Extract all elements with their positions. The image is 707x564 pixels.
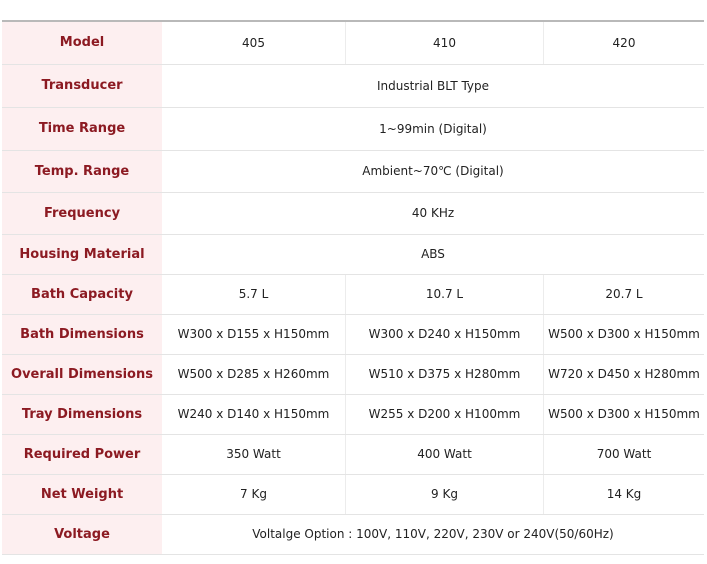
row-voltage: [2, 514, 704, 554]
row-label-net-weight: Net Weight: [2, 474, 162, 514]
tray-dimensions-420: W500 x D300 x H150mm: [544, 394, 705, 434]
model-410-cell: 410: [346, 21, 544, 64]
bath-capacity-420: 20.7 L: [544, 274, 705, 314]
bath-dimensions-405: W300 x D155 x H150mm: [162, 314, 346, 354]
row-label-time-range: Time Range: [2, 107, 162, 150]
row-time-range: [2, 107, 704, 150]
row-temp-range: [2, 150, 704, 192]
row-label-voltage: Voltage: [2, 514, 162, 554]
row-label-required-power: Required Power: [2, 434, 162, 474]
row-housing-material: [2, 234, 704, 274]
row-label-overall-dimensions: Overall Dimensions: [2, 354, 162, 394]
spec-table: [2, 20, 704, 555]
row-bath-dimensions: [2, 314, 704, 354]
voltage-value: Voltalge Option : 100V, 110V, 220V, 230V or 240V(50/60Hz): [162, 514, 704, 554]
tray-dimensions-410: W255 x D200 x H100mm: [346, 394, 544, 434]
net-weight-420: 14 Kg: [544, 474, 705, 514]
net-weight-405: 7 Kg: [162, 474, 346, 514]
row-bath-capacity: [2, 274, 704, 314]
row-transducer: [2, 64, 704, 107]
housing-material-value: ABS: [162, 234, 704, 274]
bath-dimensions-410: W300 x D240 x H150mm: [346, 314, 544, 354]
overall-dimensions-420: W720 x D450 x H280mm: [544, 354, 705, 394]
row-model: [2, 21, 704, 64]
row-label-transducer: Transducer: [2, 64, 162, 107]
model-420-cell: 420: [544, 21, 705, 64]
model-405-cell: 405: [162, 21, 346, 64]
bath-capacity-410: 10.7 L: [346, 274, 544, 314]
required-power-405: 350 Watt: [162, 434, 346, 474]
row-overall-dimensions: [2, 354, 704, 394]
row-label-housing-material: Housing Material: [2, 234, 162, 274]
temp-range-value: Ambient~70℃ (Digital): [162, 150, 704, 192]
overall-dimensions-405: W500 x D285 x H260mm: [162, 354, 346, 394]
row-tray-dimensions: [2, 394, 704, 434]
row-net-weight: [2, 474, 704, 514]
frequency-value: 40 KHz: [162, 192, 704, 234]
row-label-bath-dimensions: Bath Dimensions: [2, 314, 162, 354]
required-power-410: 400 Watt: [346, 434, 544, 474]
row-label-temp-range: Temp. Range: [2, 150, 162, 192]
overall-dimensions-410: W510 x D375 x H280mm: [346, 354, 544, 394]
transducer-value: Industrial BLT Type: [162, 64, 704, 107]
net-weight-410: 9 Kg: [346, 474, 544, 514]
row-label-tray-dimensions: Tray Dimensions: [2, 394, 162, 434]
row-label-model: Model: [2, 21, 162, 64]
row-frequency: [2, 192, 704, 234]
required-power-420: 700 Watt: [544, 434, 705, 474]
bath-capacity-405: 5.7 L: [162, 274, 346, 314]
row-label-bath-capacity: Bath Capacity: [2, 274, 162, 314]
time-range-value: 1~99min (Digital): [162, 107, 704, 150]
row-required-power: [2, 434, 704, 474]
row-label-frequency: Frequency: [2, 192, 162, 234]
tray-dimensions-405: W240 x D140 x H150mm: [162, 394, 346, 434]
bath-dimensions-420: W500 x D300 x H150mm: [544, 314, 705, 354]
